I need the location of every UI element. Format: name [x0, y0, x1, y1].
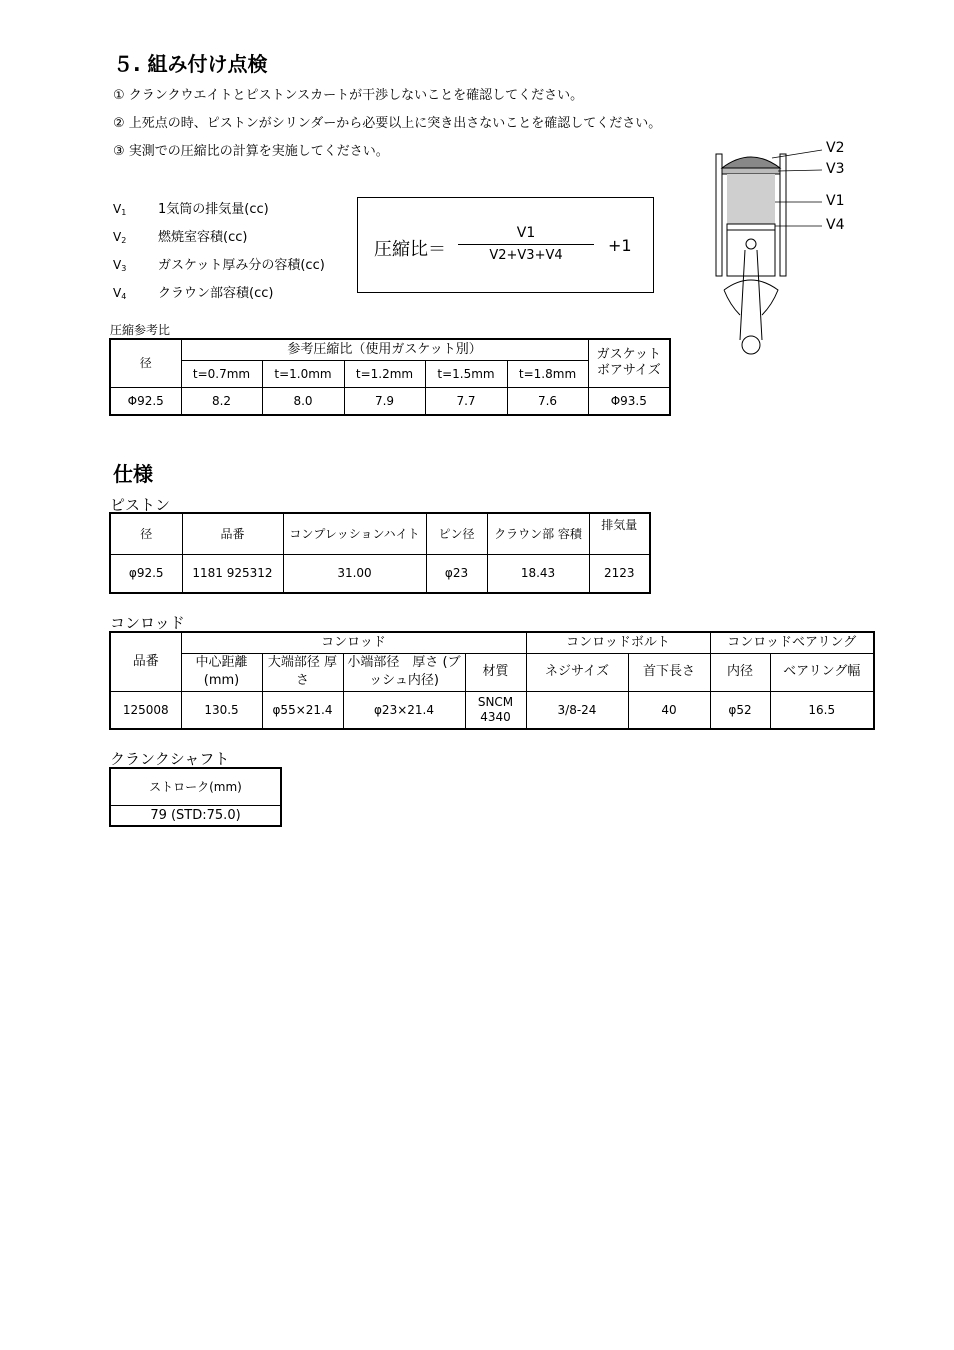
crank-spec-table [109, 767, 282, 827]
check-item-2: ② 上死点の時、ピストンがシリンダーから必要以上に突き出さないことを確認してください。 [113, 116, 662, 131]
crank-stroke-value: 79 (STD:75.0) [110, 805, 281, 826]
header-thickness: t=1.2mm [344, 360, 425, 387]
conrod-cell: 130.5 [181, 691, 262, 729]
formula-label: 圧縮比＝ [374, 239, 446, 260]
volume-def-v3: V3 [113, 258, 127, 273]
piston-cell: 18.43 [487, 554, 589, 593]
cell-gasket: Φ93.5 [588, 387, 670, 415]
piston-cell: φ23 [426, 554, 487, 593]
table-row [110, 691, 874, 729]
conrod-caption: コンロッド [110, 614, 185, 632]
compression-ref-table [109, 338, 671, 416]
conrod-subheader: 首下長さ [628, 653, 710, 691]
conrod-group-conrod: コンロッド [181, 632, 526, 653]
conrod-cell: 125008 [110, 691, 181, 729]
volume-def-v4: V4 [113, 286, 127, 301]
volume-def-v1: V1 [113, 202, 127, 217]
header-thickness: t=1.0mm [262, 360, 344, 387]
compression-formula [357, 197, 654, 293]
piston-cell: 1181 925312 [182, 554, 283, 593]
piston-spec-table [109, 512, 651, 594]
cylinder-wall-left [716, 154, 722, 276]
diagram-label-v1: V1 [826, 193, 845, 209]
volume-desc-v3: ガスケット厚み分の容積(cc) [158, 258, 325, 273]
header-thickness: t=0.7mm [181, 360, 262, 387]
piston-header: 品番 [182, 513, 283, 554]
gasket-layer [722, 168, 780, 174]
volume-desc-v4: クラウン部容積(cc) [158, 286, 274, 301]
conrod-subheader: 材質 [465, 653, 526, 691]
header-thickness: t=1.5mm [425, 360, 507, 387]
formula-numerator: V1 [516, 225, 536, 241]
piston-caption: ピストン [110, 496, 171, 514]
conrod-subheader: 小端部径 厚さ (ブッシュ内径) [343, 653, 465, 691]
header-ref-ratio: 参考圧縮比（使用ガスケット別） [181, 339, 588, 360]
volume-def-v2: V2 [113, 230, 127, 245]
cell-bore: Φ92.5 [110, 387, 181, 415]
conrod-cell: 40 [628, 691, 710, 729]
combustion-chamber [722, 157, 780, 168]
conrod-subheader: 内径 [710, 653, 770, 691]
conrod-subheader: ベアリング幅 [770, 653, 874, 691]
volume-desc-v2: 燃焼室容積(cc) [158, 230, 248, 245]
formula-suffix: +1 [608, 236, 632, 255]
table-row [110, 805, 281, 826]
piston-header: 径 [110, 513, 182, 554]
conrod-group-bolt: コンロッドボルト [526, 632, 710, 653]
piston-cell: 2123 [589, 554, 650, 593]
diagram-label-v2: V2 [826, 140, 845, 156]
header-bore: 径 [110, 339, 181, 387]
table-row [110, 387, 670, 415]
diagram-label-v4: V4 [826, 217, 845, 233]
conrod-cell: 16.5 [770, 691, 874, 729]
compression-ref-caption: 圧縮参考比 [110, 323, 171, 337]
conrod-subheader: ネジサイズ [526, 653, 628, 691]
check-item-1: ① クランクウエイトとピストンスカートが干渉しないことを確認してください。 [113, 88, 584, 103]
table-row [110, 554, 650, 593]
crank-web [724, 280, 778, 315]
crank-caption: クランクシャフト [110, 750, 230, 768]
conrod-group-bearing: コンロッドベアリング [710, 632, 874, 653]
swept-volume [727, 174, 775, 224]
cell-ratio: 7.9 [344, 387, 425, 415]
header-thickness: t=1.8mm [507, 360, 588, 387]
cell-ratio: 7.7 [425, 387, 507, 415]
cell-ratio: 8.2 [181, 387, 262, 415]
piston-cell: φ92.5 [110, 554, 182, 593]
conrod-cell: φ52 [710, 691, 770, 729]
piston-header: 排気量 [589, 513, 650, 554]
piston-header: クラウン部 容積 [487, 513, 589, 554]
conrod-spec-table [109, 631, 875, 730]
diagram-label-v3: V3 [826, 161, 845, 177]
header-gasket-bore: ガスケット ボアサイズ [588, 339, 670, 387]
conrod-cell: φ55×21.4 [262, 691, 343, 729]
conrod-cell: φ23×21.4 [343, 691, 465, 729]
check-item-3: ③ 実測での圧縮比の計算を実施してください。 [113, 144, 389, 159]
piston-header: ピン径 [426, 513, 487, 554]
conrod-cell: SNCM 4340 [465, 691, 526, 729]
cell-ratio: 8.0 [262, 387, 344, 415]
cylinder-wall-right [780, 154, 786, 276]
spec-title: 仕様 [113, 462, 153, 486]
conrod-subheader: 中心距離 (mm) [181, 653, 262, 691]
crank-journal [742, 336, 760, 354]
conrod-subheader: 大端部径 厚さ [262, 653, 343, 691]
volume-desc-v1: 1気筒の排気量(cc) [158, 202, 269, 217]
conrod-cell: 3/8-24 [526, 691, 628, 729]
crank-header: ストローク(mm) [110, 768, 281, 805]
formula-denominator: V2+V3+V4 [489, 248, 563, 263]
cell-ratio: 7.6 [507, 387, 588, 415]
fraction-bar [458, 244, 594, 245]
conrod-header-part: 品番 [110, 632, 181, 691]
piston [727, 224, 775, 276]
section-title: ５. 組み付け点検 [113, 52, 268, 76]
piston-cell: 31.00 [283, 554, 426, 593]
piston-header: コンプレッションハイト [283, 513, 426, 554]
